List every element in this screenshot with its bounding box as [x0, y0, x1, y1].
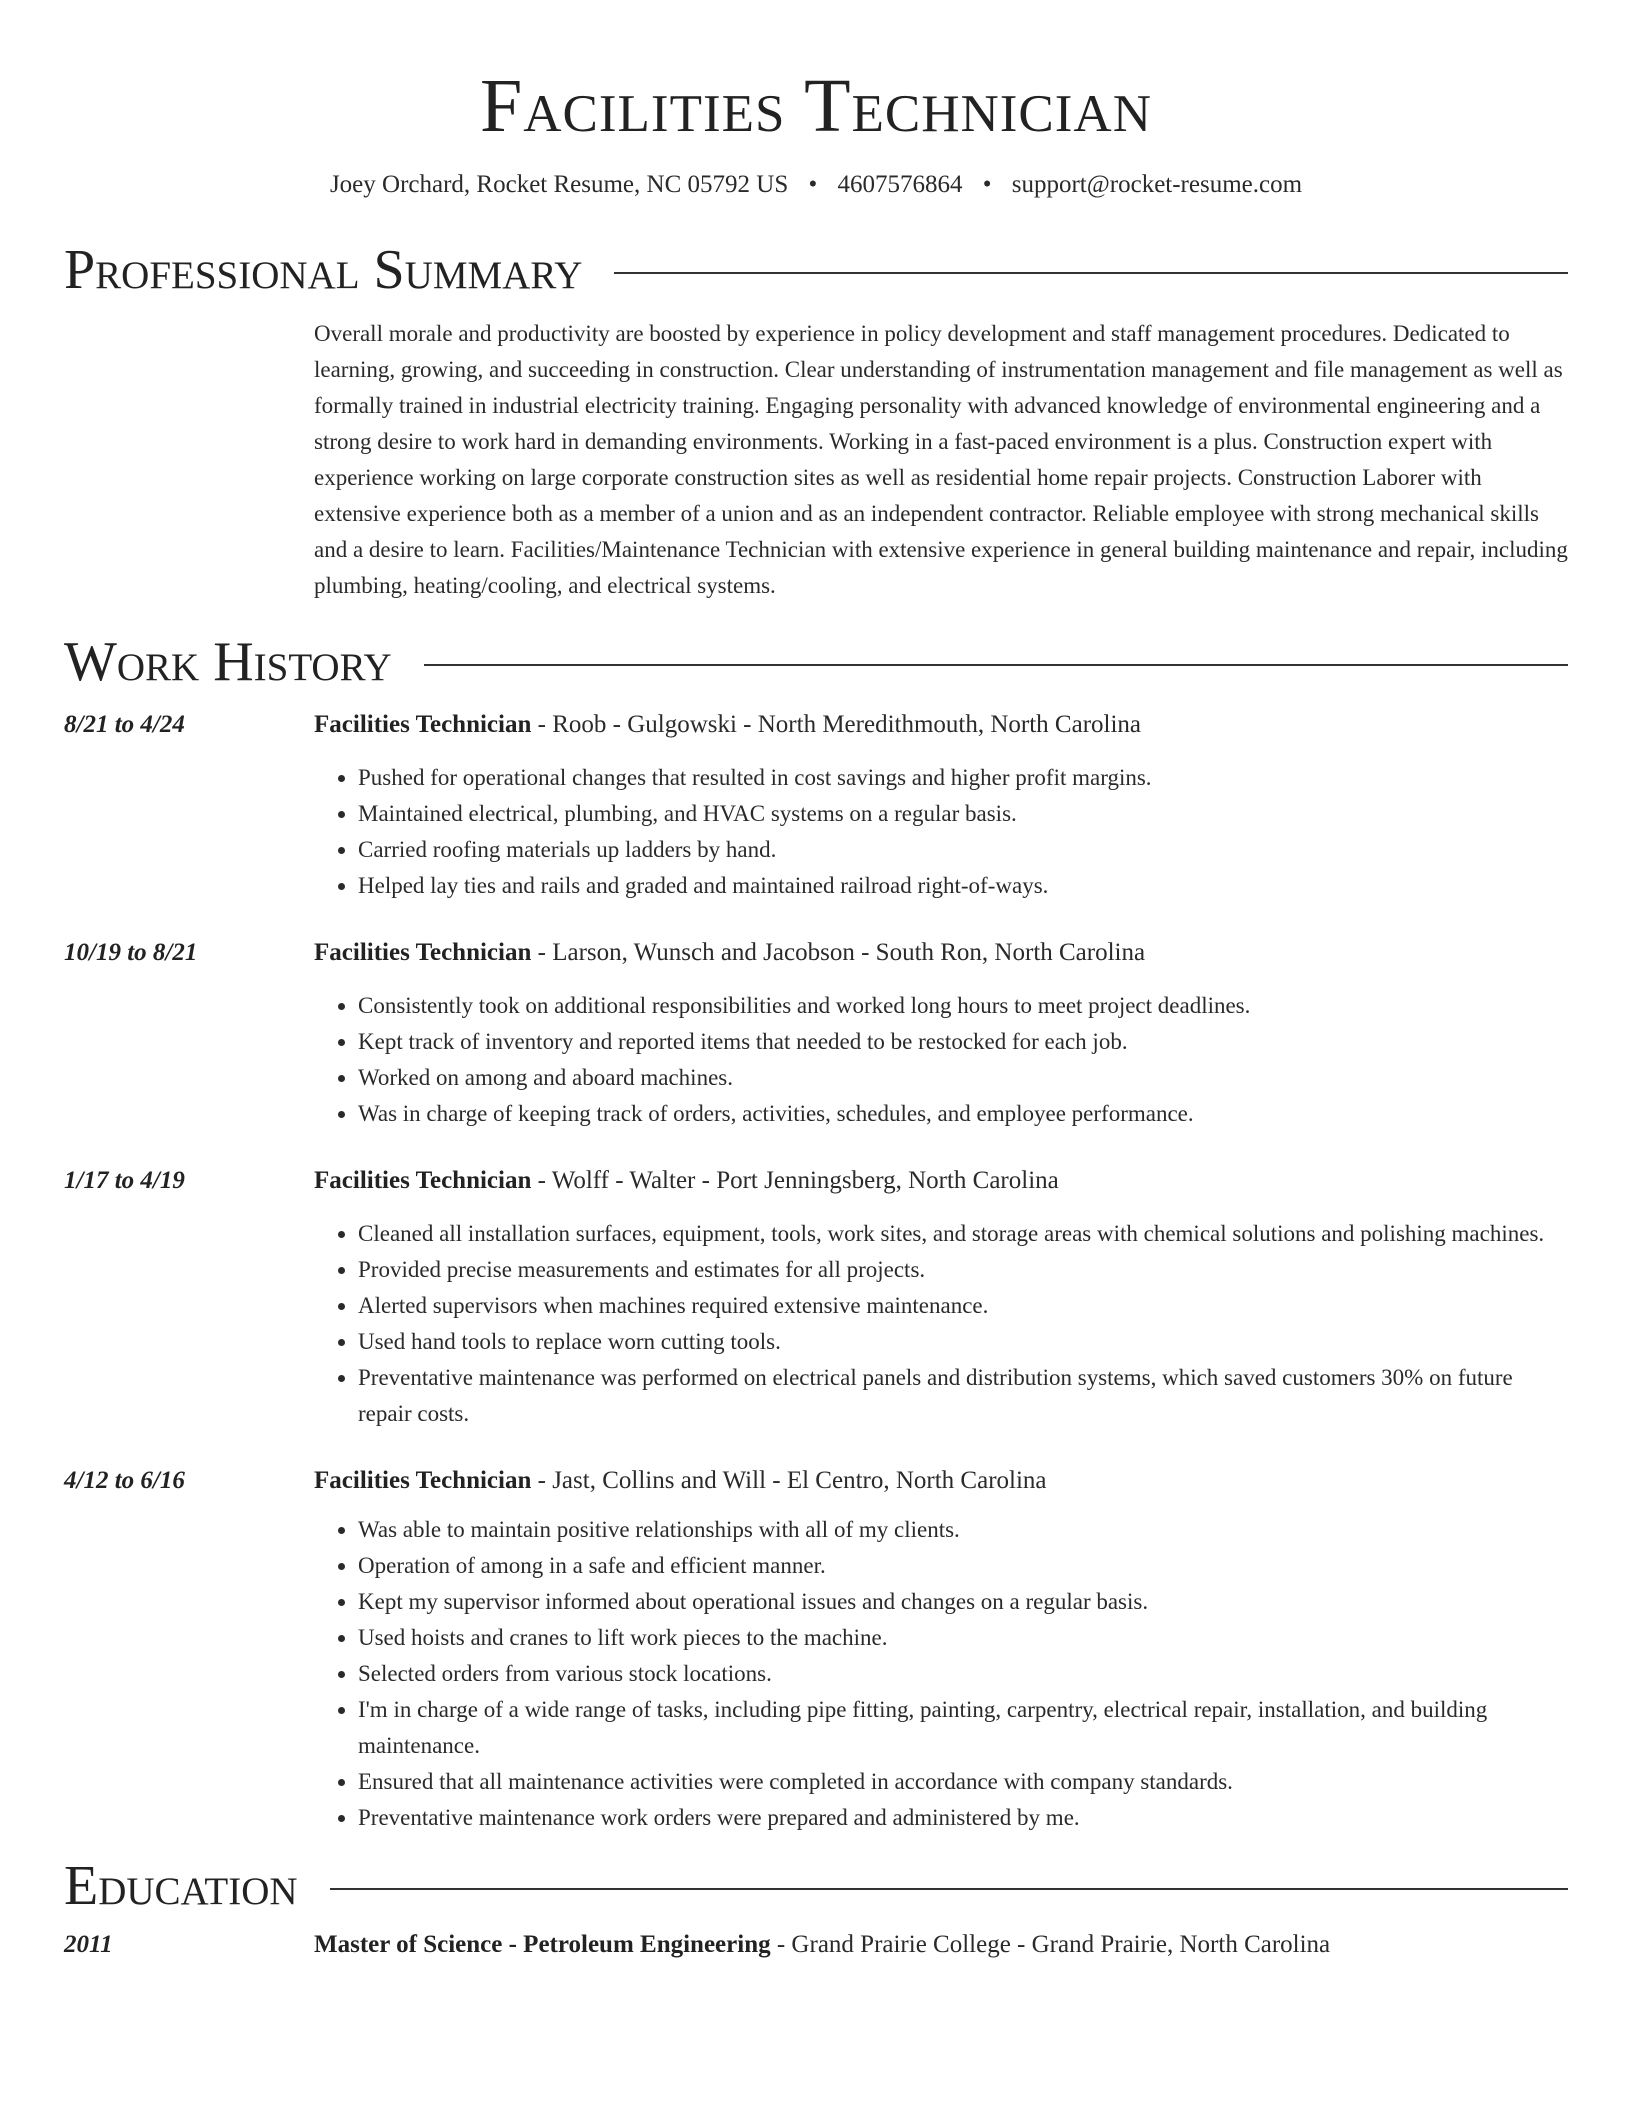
job-header — [314, 1164, 1568, 1198]
work-history-list — [64, 708, 1568, 1836]
contact-phone: 4607576864 — [837, 171, 963, 198]
job-bullet: • Kept my supervisor informed about operational issues and changes on a regular basis. — [358, 1584, 1568, 1620]
job-bullet: • Used hoists and cranes to lift work pieces to the machine. — [358, 1620, 1568, 1656]
job-dates: 4/12 to 6/16 — [64, 1467, 185, 1494]
education-degree: Master of Science - Petroleum Engineering — [314, 1931, 771, 1958]
job-dates: 10/19 to 8/21 — [64, 939, 198, 966]
job-details: - Larson, Wunsch and Jacobson - South Ron, North Carolina — [531, 939, 1146, 966]
job-entry — [64, 936, 1568, 1132]
job-bullet: • Provided precise measurements and estimates for all projects. — [358, 1252, 1568, 1288]
job-bullets — [314, 1216, 1568, 1432]
contact-email: support@rocket-resume.com — [1011, 171, 1303, 198]
job-bullet: • Operation of among in a safe and efficient manner. — [358, 1548, 1568, 1584]
job-body — [314, 1464, 1568, 1836]
job-bullet: • Ensured that all maintenance activities were completed in accordance with company standards. — [358, 1764, 1568, 1800]
section-header-summary — [64, 238, 1568, 302]
job-details: - Wolff - Walter - Port Jenningsberg, North Carolina — [531, 1167, 1059, 1194]
contact-line — [64, 168, 1568, 202]
education-entry — [64, 1928, 1568, 1962]
job-bullet: • Was in charge of keeping track of orders, activities, schedules, and employee performance. — [358, 1096, 1568, 1132]
job-dates: 8/21 to 4/24 — [64, 711, 185, 738]
education-details: - Grand Prairie College - Grand Prairie, North Carolina — [770, 1931, 1331, 1958]
section-header-work — [64, 630, 1568, 694]
job-bullet: • Consistently took on additional responsibilities and worked long hours to meet project deadlines. — [358, 988, 1568, 1024]
section-divider — [330, 1888, 1568, 1890]
job-bullet: • Preventative maintenance work orders were prepared and administered by me. — [358, 1800, 1568, 1836]
job-details: - Roob - Gulgowski - North Meredithmouth, North Carolina — [531, 711, 1142, 738]
job-body — [314, 708, 1568, 904]
job-bullet: • Selected orders from various stock locations. — [358, 1656, 1568, 1692]
section-title-education: Education — [64, 1855, 298, 1917]
job-bullet: • Maintained electrical, plumbing, and HVAC systems on a regular basis. — [358, 796, 1568, 832]
section-divider — [424, 664, 1568, 666]
job-entry — [64, 1464, 1568, 1836]
job-title: Facilities Technician — [314, 1167, 532, 1194]
job-bullet: • Kept track of inventory and reported items that needed to be restocked for each job. — [358, 1024, 1568, 1060]
job-header — [314, 1464, 1568, 1498]
job-bullet: • Helped lay ties and rails and graded and maintained railroad right-of-ways. — [358, 868, 1568, 904]
job-bullet: • Worked on among and aboard machines. — [358, 1060, 1568, 1096]
section-title-summary: Professional Summary — [64, 239, 583, 301]
job-title: Facilities Technician — [314, 1467, 532, 1494]
resume-title: Facilities Technician — [480, 64, 1152, 148]
job-bullet: • Was able to maintain positive relationships with all of my clients. — [358, 1512, 1568, 1548]
job-bullet: • Pushed for operational changes that resulted in cost savings and higher profit margins. — [358, 760, 1568, 796]
contact-address: Joey Orchard, Rocket Resume, NC 05792 US — [329, 171, 789, 198]
job-entry — [64, 1164, 1568, 1432]
section-header-education — [64, 1854, 1568, 1918]
job-title: Facilities Technician — [314, 711, 532, 738]
job-bullets — [314, 1512, 1568, 1836]
contact-separator: • — [808, 171, 818, 198]
education-year: 2011 — [64, 1931, 113, 1958]
job-body — [314, 936, 1568, 1132]
education-body — [314, 1928, 1568, 1962]
job-bullet: • Preventative maintenance was performed on electrical panels and distribution systems, which saved customers 30% on future repair costs. — [358, 1360, 1568, 1432]
job-details: - Jast, Collins and Will - El Centro, North Carolina — [531, 1467, 1047, 1494]
job-bullets — [314, 988, 1568, 1132]
job-bullet: • I'm in charge of a wide range of tasks, including pipe fitting, painting, carpentry, electrical repair, installation, and building maintenance. — [358, 1692, 1568, 1764]
job-header — [314, 708, 1568, 742]
job-entry — [64, 708, 1568, 904]
job-header — [314, 936, 1568, 970]
job-title: Facilities Technician — [314, 939, 532, 966]
education-header — [314, 1928, 1568, 1962]
summary-text: Overall morale and productivity are boosted by experience in policy development and staff management procedures. Dedicated to learning, growing, and succeeding in construction. Clear understanding of instrumentation management and file management as well as formally trained in industrial electricity training. Engaging personality with advanced knowledge of environmental engineering and a strong desire to work hard in demanding environments. Working in a fast-paced environment is a plus. Construction expert with experience working on large corporate construction sites as well as residential home repair projects. Construction Laborer with extensive experience both as a member of a union and as an independent contractor. Reliable employee with strong mechanical skills and a desire to learn. Facilities/Maintenance Technician with extensive experience in general building maintenance and repair, including plumbing, heating/cooling, and electrical systems. — [314, 321, 1568, 598]
contact-separator: • — [982, 171, 992, 198]
section-divider — [614, 272, 1568, 274]
job-bullet: • Cleaned all installation surfaces, equipment, tools, work sites, and storage areas with chemical solutions and polishing machines. — [358, 1216, 1568, 1252]
job-bullets — [314, 760, 1568, 904]
job-bullet: • Carried roofing materials up ladders by hand. — [358, 832, 1568, 868]
job-body — [314, 1164, 1568, 1432]
job-bullet: • Alerted supervisors when machines required extensive maintenance. — [358, 1288, 1568, 1324]
job-dates: 1/17 to 4/19 — [64, 1167, 185, 1194]
job-bullet: • Used hand tools to replace worn cutting tools. — [358, 1324, 1568, 1360]
section-title-work: Work History — [64, 631, 392, 693]
